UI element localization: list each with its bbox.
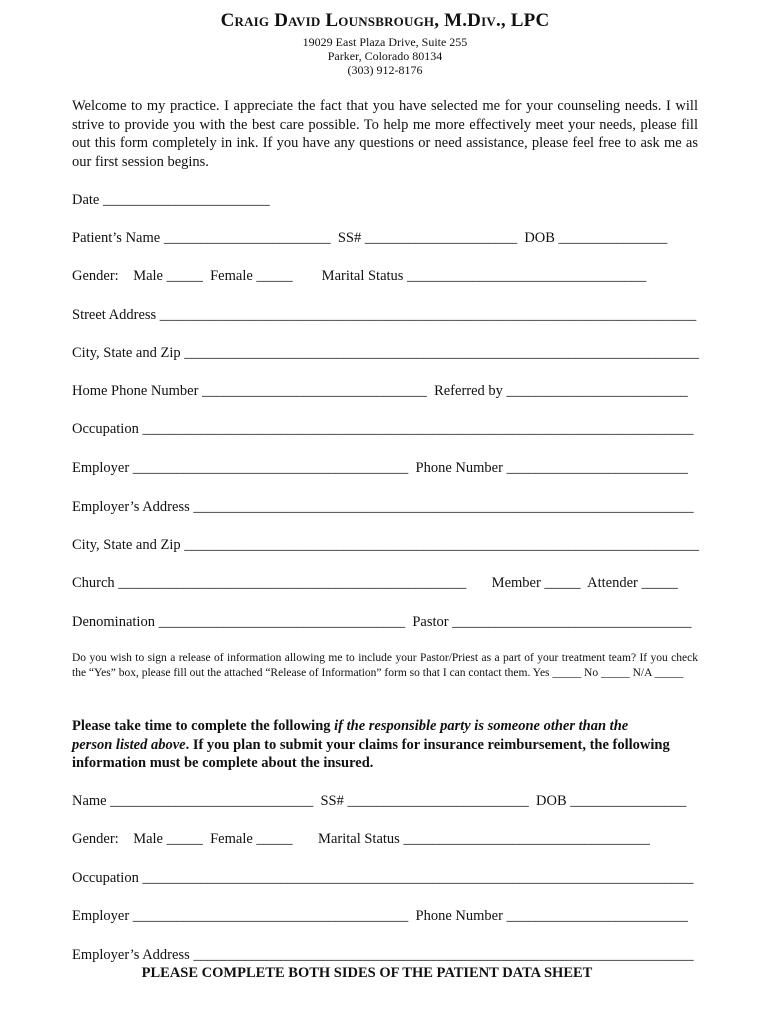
date-field[interactable]: Date _______________________: [72, 192, 270, 208]
insured-name-row[interactable]: Name ____________________________ SS# _________________________ DOB ________________: [72, 793, 687, 809]
address-line-2: Parker, Colorado 80134: [327, 49, 443, 63]
patient-name-row[interactable]: Patient’s Name _______________________ SS# _____________________ DOB _______________: [72, 230, 668, 246]
home-phone-referred-row[interactable]: Home Phone Number _______________________________ Referred by _________________________: [72, 383, 688, 399]
employer-address-field[interactable]: Employer’s Address _____________________________________________________________________: [72, 499, 694, 515]
church-member-row[interactable]: Church ________________________________________________ Member _____ Attender _____: [72, 575, 678, 591]
street-address-field[interactable]: Street Address __________________________________________________________________________: [72, 307, 697, 323]
insured-gender-marital-row[interactable]: Gender: Male _____ Female _____ Marital Status __________________________________: [72, 831, 650, 847]
instructions-part-2: . If you plan to submit your claims for insurance reimbursement, the following information must be complete about the insured.: [72, 736, 670, 771]
insured-employer-phone-row[interactable]: Employer ______________________________________ Phone Number _________________________: [72, 908, 688, 924]
insured-occupation-field[interactable]: Occupation ____________________________________________________________________________: [72, 870, 694, 886]
denomination-pastor-row[interactable]: Denomination __________________________________ Pastor _________________________________: [72, 614, 692, 630]
gender-marital-row[interactable]: Gender: Male _____ Female _____ Marital Status _________________________________: [72, 268, 647, 284]
employer-city-state-zip-field[interactable]: City, State and Zip _______________________________________________________________________: [72, 537, 699, 553]
practitioner-name: Craig David Lounsbrough, M.Div., LPC: [220, 10, 550, 31]
responsible-party-instructions: [72, 717, 672, 773]
footer-notice: PLEASE COMPLETE BOTH SIDES OF THE PATIENT DATA SHEET: [141, 965, 593, 981]
employer-phone-row[interactable]: Employer ______________________________________ Phone Number _________________________: [72, 460, 688, 476]
instructions-italic: if the responsible party is someone other than the person listed above: [72, 718, 629, 753]
instructions-part-1: Please take time to complete the following: [72, 718, 335, 734]
release-question[interactable]: Do you wish to sign a release of information allowing me to include your Pastor/Priest as a part of your treatment team? If you check the “Yes” box, please fill out the attached “Release of Information” form so that I can contact them. Yes _____ No _____ N/A _____: [72, 652, 698, 679]
insured-employer-address-field[interactable]: Employer’s Address _____________________________________________________________________: [72, 947, 694, 963]
welcome-paragraph: Welcome to my practice. I appreciate the fact that you have selected me for your counseling needs. I will strive to provide you with the best care possible. To help me more effectively meet your needs, please fill out this form completely in ink. If you have any questions or need assistance, please feel free to ask me as our first session begins.: [72, 98, 698, 170]
phone-line: (303) 912-8176: [347, 63, 423, 77]
occupation-field[interactable]: Occupation ____________________________________________________________________________: [72, 421, 694, 437]
city-state-zip-field[interactable]: City, State and Zip _______________________________________________________________________: [72, 345, 699, 361]
address-line-1: 19029 East Plaza Drive, Suite 255: [302, 35, 468, 49]
